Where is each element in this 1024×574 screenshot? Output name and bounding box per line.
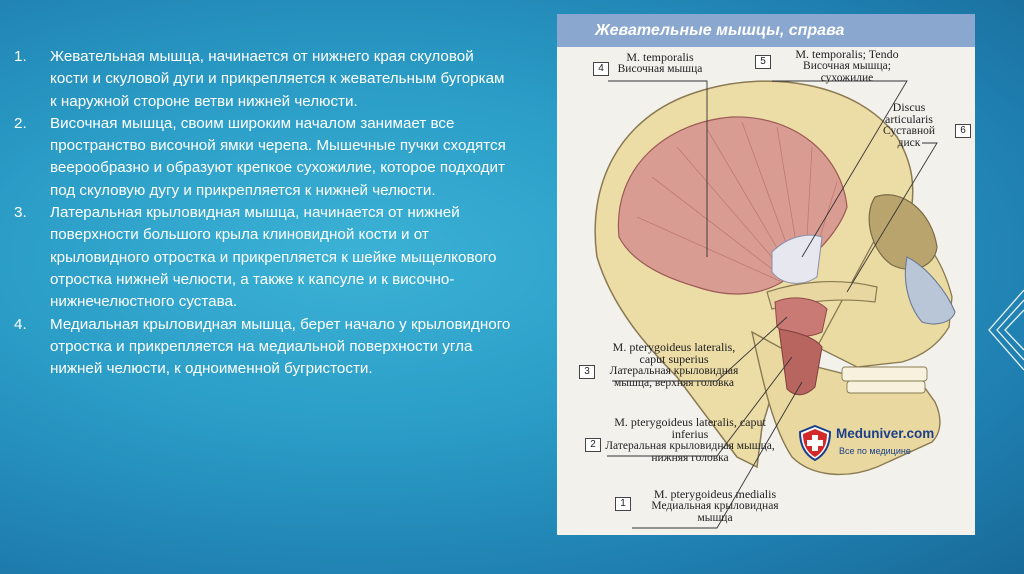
list-item [14, 113, 514, 202]
shield-icon [797, 424, 833, 462]
label-russian: Суставной диск [883, 125, 935, 149]
label-russian: Латеральная крыловидная мышца, верхняя головка [609, 365, 739, 389]
list-number: 3. [14, 204, 27, 222]
label-pterygoid-lateral-superior [599, 341, 749, 389]
list-text: Медиальная крыловидная мышца, берет начало у крыловидного отростка и прикрепляется на медиальной поверхности угла нижней челюсти, к одноименной бугристости. [50, 315, 511, 378]
label-number: 1 [615, 497, 631, 511]
anatomy-figure [557, 14, 975, 535]
list-item [14, 46, 514, 113]
list-number: 2. [14, 114, 27, 132]
label-number: 5 [755, 55, 771, 69]
list-text: Латеральная крыловидная мышца, начинается от нижней поверхности большого крыла клиновидной кости и от крыловидного отростка и прикрепляется к шейке мыщелкового отростка нижней челюсти, а также к капсуле и к височно-нижнечелюстного сустава. [50, 204, 497, 311]
watermark-tagline: Все по медицине [839, 446, 911, 456]
label-russian: Латеральная крыловидная мышца, нижняя головка [605, 440, 775, 464]
list-text: Жевательная мышца, начинается от нижнего края скуловой кости и скуловой дуги и прикрепляется к жевательным бугоркам к наружной стороне ветви нижней челюсти. [50, 48, 505, 110]
muscle-description-list [14, 46, 514, 380]
watermark [797, 424, 947, 464]
label-russian: Медиальная крыловидная мышца [651, 500, 779, 524]
figure-title: Жевательные мышцы, справа [557, 14, 975, 47]
label-number: 2 [585, 438, 601, 452]
label-temporalis [615, 51, 705, 75]
label-russian: Височная мышца [617, 63, 703, 75]
label-latin: M. temporalis [626, 50, 694, 64]
label-pterygoid-medial [635, 488, 795, 524]
watermark-name: Meduniver.com [836, 426, 935, 441]
label-number: 3 [579, 365, 595, 379]
label-russian: Височная мышца; сухожилие [803, 60, 891, 84]
list-text: Височная мышца, своим широким началом занимает все пространство височной ямки черепа. Мышечные пучки сходятся веерообразно и образуют крепкое сухожилие, которое подходит под скуловую дугу и прикрепляется к нижней челюсти. [50, 114, 506, 199]
label-temporalis-tendon [777, 48, 917, 84]
label-latin: M. pterygoideus medialis [653, 487, 777, 501]
list-number: 4. [14, 315, 27, 333]
label-discus [875, 101, 943, 149]
label-latin: M. pterygoideus lateralis, caput inferius [614, 415, 766, 441]
label-latin: Discus articularis [885, 100, 933, 126]
label-number: 6 [955, 124, 971, 138]
label-latin: M. pterygoideus lateralis, caput superius [612, 340, 736, 366]
list-item [14, 314, 514, 381]
label-pterygoid-lateral-inferior [605, 416, 775, 464]
list-item [14, 202, 514, 313]
label-latin: M. temporalis; Tendo [795, 47, 899, 61]
label-number: 4 [593, 62, 609, 76]
list-number: 1. [14, 48, 27, 65]
